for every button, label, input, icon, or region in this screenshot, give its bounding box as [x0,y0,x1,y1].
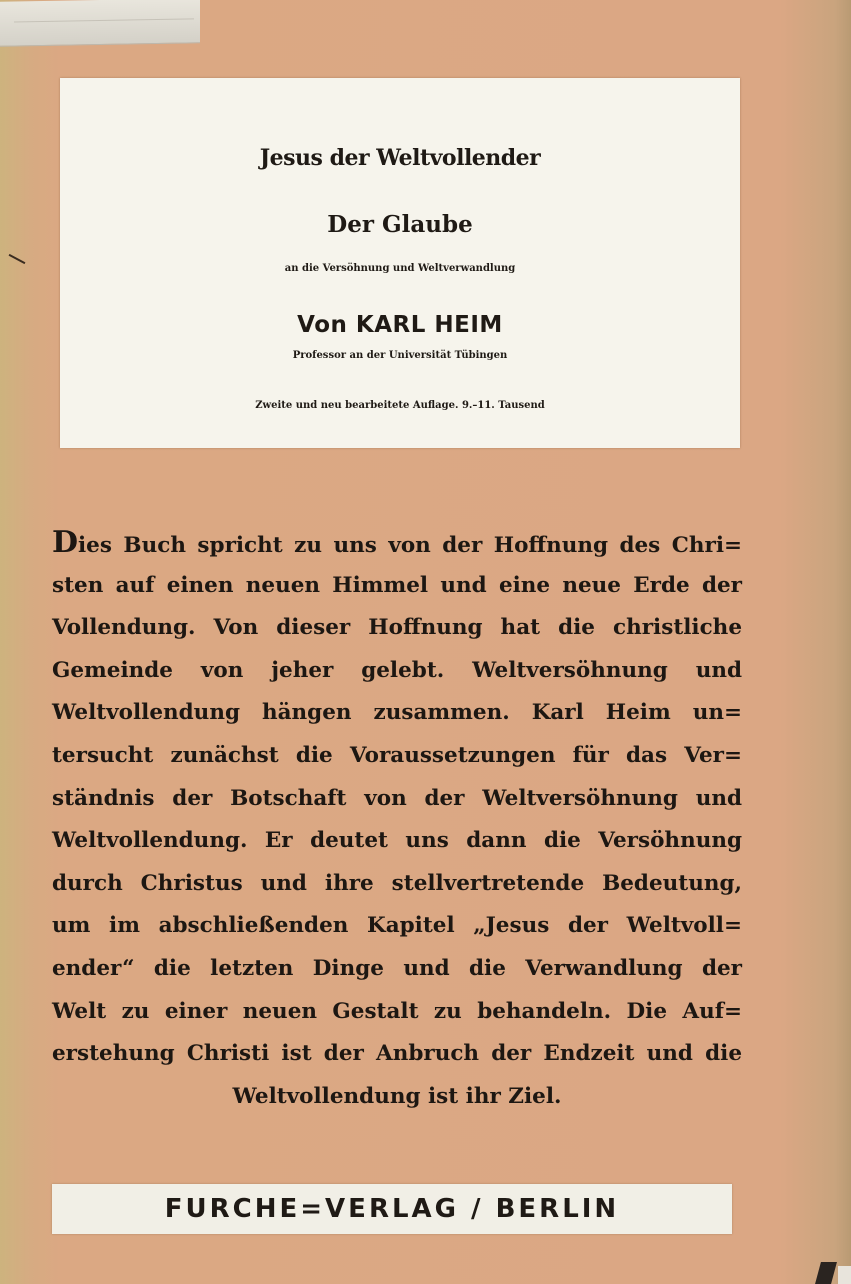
blurb-line: Weltvollendung. Er deutet uns dann die Versöhnung [52,828,742,854]
tape-crease [14,18,194,22]
blurb-line: ender“ die letzten Dinge und die Verwandlung der [52,955,742,981]
adhesive-tape [0,0,200,47]
blurb-line: um im abschließenden Kapitel „Jesus der Weltvoll= [52,913,742,939]
blurb-line: Welt zu einer neuen Gestalt zu behandeln. Die Auf= [52,998,742,1024]
publisher-band [52,1184,732,1234]
blurb-line: erstehung Christi ist der Anbruch der Endzeit und die [52,1041,742,1067]
margin-tick-mark [9,254,26,264]
blurb-line-last: Weltvollendung ist ihr Ziel. [232,1083,562,1109]
blurb-line: tersucht zunächst die Voraussetzungen für das Ver= [52,742,742,768]
corner-mark [815,1262,837,1284]
blurb-line: Gemeinde von jeher gelebt. Weltversöhnung und [52,657,742,683]
subtitle-line-1: Der Glaube [327,211,473,238]
publisher-name: FURCHE=VERLAG / BERLIN [164,1194,620,1224]
blurb-line: Vollendung. Von dieser Hoffnung hat die christliche [52,615,742,641]
blurb-line: Dies Buch spricht zu uns von der Hoffnung des Chri= [52,525,742,560]
blurb-line: ständnis der Botschaft von der Weltversöhnung und [52,785,742,811]
title-label [60,78,740,448]
blurb-line: Weltvollendung hängen zusammen. Karl Heim un= [52,700,742,726]
subtitle-line-2: an die Versöhnung und Weltverwandlung [284,263,516,274]
book-title: Jesus der Weltvollender [259,145,541,171]
author-affiliation: Professor an der Universität Tübingen [292,350,508,361]
edition-note: Zweite und neu bearbeitete Auflage. 9.–11. Tausend [255,400,545,411]
blurb-line: durch Christus und ihre stellvertretende Bedeutung, [52,870,742,896]
drop-cap: D [52,525,79,560]
corner-paper [838,1266,851,1284]
author-name: Von KARL HEIM [297,312,503,338]
blurb-text [52,522,742,1118]
blurb-line: sten auf einen neuen Himmel und eine neue Erde der [52,572,742,598]
